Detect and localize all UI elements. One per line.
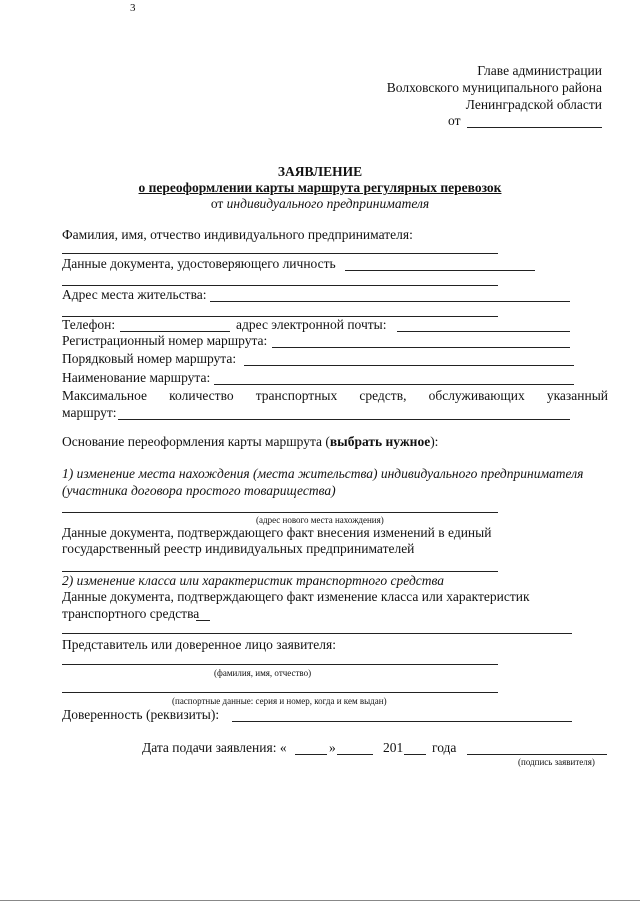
phone-field[interactable]: [120, 331, 230, 332]
max-vehicles-word: указанный: [546, 388, 608, 403]
id-document-field[interactable]: [345, 270, 535, 271]
fio-field[interactable]: [62, 253, 498, 254]
max-vehicles-word: количество: [169, 388, 234, 403]
max-vehicles-field[interactable]: [118, 419, 570, 420]
max-vehicles-word: средств,: [359, 388, 407, 403]
reg-number-label: Регистрационный номер маршрута:: [62, 333, 268, 348]
year-prefix: 201: [383, 740, 404, 755]
address-label: Адрес места жительства:: [62, 287, 207, 302]
option-2-doc-field-2[interactable]: [62, 633, 572, 634]
max-vehicles-word: транспортных: [255, 388, 338, 403]
power-of-attorney-field[interactable]: [232, 721, 572, 722]
power-of-attorney-label: Доверенность (реквизиты):: [62, 707, 220, 722]
max-vehicles-word: обслуживающих: [428, 388, 525, 403]
option-2-doc-label-2: транспортного средства: [62, 606, 200, 621]
representative-fio-caption: (фамилия, имя, отчество): [214, 668, 312, 678]
basis-label: [62, 434, 438, 450]
reg-number-field[interactable]: [272, 347, 570, 348]
id-document-field-2[interactable]: [62, 285, 498, 286]
date-month-field[interactable]: [337, 754, 373, 755]
new-address-field[interactable]: [62, 512, 498, 513]
option-2-doc-field[interactable]: [196, 620, 210, 621]
page-number: 3: [130, 2, 136, 14]
date-year-field[interactable]: [404, 754, 426, 755]
phone-label: Телефон:: [62, 317, 116, 332]
basis-label-text: Основание переоформления карты маршрута (: [62, 434, 330, 449]
title-from-who: индивидуального предпринимателя: [226, 196, 430, 211]
address-field[interactable]: [210, 301, 570, 302]
order-number-label: Порядковый номер маршрута:: [62, 351, 237, 366]
email-label: адрес электронной почты:: [236, 317, 387, 332]
representative-passport-field[interactable]: [62, 692, 498, 693]
date-day-field[interactable]: [295, 754, 327, 755]
representative-label: Представитель или доверенное лицо заявителя:: [62, 637, 336, 652]
max-vehicles-label: [62, 388, 608, 404]
addressee-line-3: Ленинградской области: [465, 97, 602, 112]
email-field[interactable]: [397, 331, 570, 332]
route-name-label: Наименование маршрута:: [62, 370, 211, 385]
representative-passport-caption: (паспортные данные: серия и номер, когда и кем выдан): [172, 696, 387, 706]
date-quote-close: »: [329, 740, 336, 755]
option-2-title: 2) изменение класса или характеристик транспортного средства: [62, 573, 445, 588]
signature-caption: (подпись заявителя): [518, 757, 595, 767]
option-1-title: 1) изменение места нахождения (места жительства) индивидуального предпринимателя: [62, 466, 584, 481]
title-subheading: о переоформлении карты маршрута регулярных перевозок: [138, 180, 502, 195]
option-1-doc-field[interactable]: [62, 571, 498, 572]
basis-label-emphasis: выбрать нужное: [329, 434, 431, 449]
option-1-title-2: (участника договора простого товарищества): [62, 483, 336, 498]
addressee-line-2: Волховского муниципального района: [386, 80, 602, 95]
option-1-doc-label-2: государственный реестр индивидуальных предпринимателей: [62, 541, 415, 556]
addressee-line-1: Главе администрации: [477, 63, 602, 78]
max-vehicles-word: Максимальное: [62, 388, 148, 403]
signature-field[interactable]: [467, 754, 607, 755]
basis-label-end: ):: [430, 434, 439, 449]
fio-label: Фамилия, имя, отчество индивидуального предпринимателя:: [62, 227, 413, 242]
addressee-from-label: от: [448, 113, 461, 128]
option-2-doc-label: Данные документа, подтверждающего факт изменение класса или характеристик: [62, 589, 530, 604]
title-heading: ЗАЯВЛЕНИЕ: [277, 164, 363, 179]
id-document-label: Данные документа, удостоверяющего личность: [62, 256, 336, 271]
order-number-field[interactable]: [244, 365, 574, 366]
year-suffix: года: [432, 740, 457, 755]
date-label: Дата подачи заявления: «: [142, 740, 287, 755]
new-address-caption: (адрес нового места нахождения): [256, 515, 384, 525]
representative-fio-field[interactable]: [62, 664, 498, 665]
title-from-line: [0, 196, 640, 212]
addressee-from-field[interactable]: [467, 127, 602, 128]
title-from-prefix: от: [210, 196, 224, 211]
route-name-field[interactable]: [214, 384, 574, 385]
option-1-doc-label: Данные документа, подтверждающего факт внесения изменений в единый: [62, 525, 492, 540]
max-vehicles-label-2: маршрут:: [62, 405, 117, 420]
scan-bottom-edge: [0, 900, 640, 901]
